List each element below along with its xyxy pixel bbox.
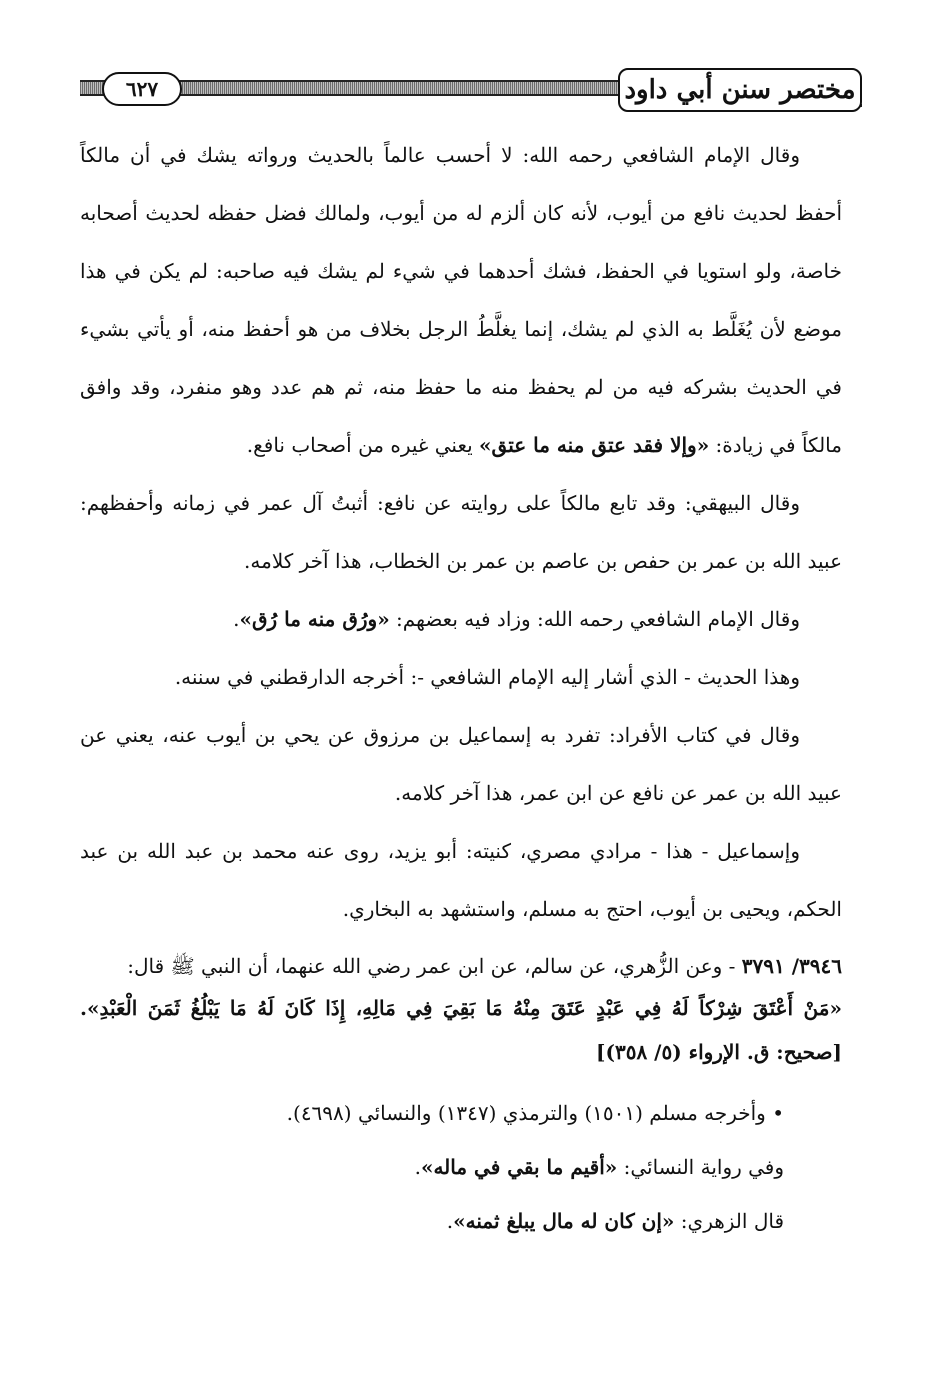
paragraph-text: وقال الإمام الشافعي رحمه الله: لا أحسب عالماً بالحديث ورواته يشك في أن مالكاً أحفظ لحديث نافع من أيوب، لأنه كان ألزم له من أيوب، ولمالك فضل حفظه لحديث أصحابه خاصة، ولو استويا في الحفظ، فشك أحدهما في شيء لم يشك فيه صاحبه: لم يكن في هذا موضع لأن يُغَلَّط به الذي لم يشك، إنما يغلَّطُ الرجل بخلاف من هو أحفظ منه، أو يأتي بشيء في الحديث بشركه فيه من لم يحفظ منه ما حفظ منه، ثم هم عدد وهو منفرد، وقد وافق مالكاً في زيادة: <box>80 143 842 457</box>
paragraph-bayhaqi: وقال البيهقي: وقد تابع مالكاً على روايته عن نافع: أثبتُ آل عمر في زمانه وأحفظهم: عبيد الله بن عمر بن حفص بن عاصم بن عمر بن الخطاب، هذا آخر كلامه. <box>80 491 842 573</box>
note-text-end: . <box>446 1209 454 1233</box>
paragraph-text-end: يعني غيره من أصحاب نافع. <box>246 433 480 457</box>
paragraph-daraqutni: وهذا الحديث - الذي أشار إليه الإمام الشافعي -: أخرجه الدارقطني في سننه. <box>174 665 800 689</box>
hadith-grade: [صحيح: ق. الإرواء (٥/ ٣٥٨)] <box>596 1040 842 1064</box>
page-body <box>80 126 842 1248</box>
nasai-narration <box>80 1140 784 1194</box>
hadith-heading <box>80 946 842 986</box>
paragraph-text: وقال الإمام الشافعي رحمه الله: وزاد فيه بعضهم: <box>389 607 800 631</box>
page-header <box>80 70 862 122</box>
paragraph-ismail: وإسماعيل - هذا - مرادي مصري، كنيته: أبو يزيد، روى عنه محمد بن عبد الله بن عبد الحكم، ويحيى بن أيوب، احتج به مسلم، واستشهد به البخاري. <box>80 839 842 921</box>
page-number: ٦٢٧ <box>102 72 182 106</box>
note-text-end: . <box>414 1155 421 1179</box>
quoted-narration: «إن كان له مال يبلغ ثمنه» <box>453 1209 675 1233</box>
quoted-narration: «أقيم ما بقي في ماله» <box>420 1155 618 1179</box>
zuhri-narration <box>80 1194 784 1248</box>
quoted-addition: «وإلا فقد عتق منه ما عتق» <box>479 433 710 457</box>
note-text: وفي رواية النسائي: <box>617 1155 784 1179</box>
hadith-text <box>80 986 842 1074</box>
paragraph-afrad: وقال في كتاب الأفراد: تفرد به إسماعيل بن مرزوق عن يحي بن أيوب عنه، يعني عن عبيد الله بن عمر عن نافع عن ابن عمر، هذا آخر كلامه. <box>80 723 842 805</box>
hadith-isnad: - وعن الزُّهري، عن سالم، عن ابن عمر رضي الله عنهما، أن النبي ﷺ قال: <box>127 954 742 978</box>
takhrij-note: • وأخرجه مسلم (١٥٠١) والترمذي (١٣٤٧) والنسائي (٤٦٩٨). <box>286 1101 784 1125</box>
book-title: مختصر سنن أبي داود <box>618 68 862 112</box>
hadith-number: ٣٩٤٦/ ٣٧٩١ <box>741 954 842 978</box>
hadith-matn: «مَنْ أَعْتَقَ شِرْكاً لَهُ فِي عَبْدٍ عَتَقَ مِنْهُ مَا بَقِيَ فِي مَالِهِ، إِذَا كَانَ لَهُ مَا يَبْلُغُ ثَمَنَ الْعَبْدِ». <box>80 996 842 1020</box>
paragraph-shafii <box>80 126 842 474</box>
paragraph-shafii-addition <box>80 590 842 648</box>
quoted-addition: «ورُق منه ما رُق» <box>239 607 390 631</box>
paragraph-text-end: . <box>233 607 240 631</box>
note-text: قال الزهري: <box>674 1209 784 1233</box>
